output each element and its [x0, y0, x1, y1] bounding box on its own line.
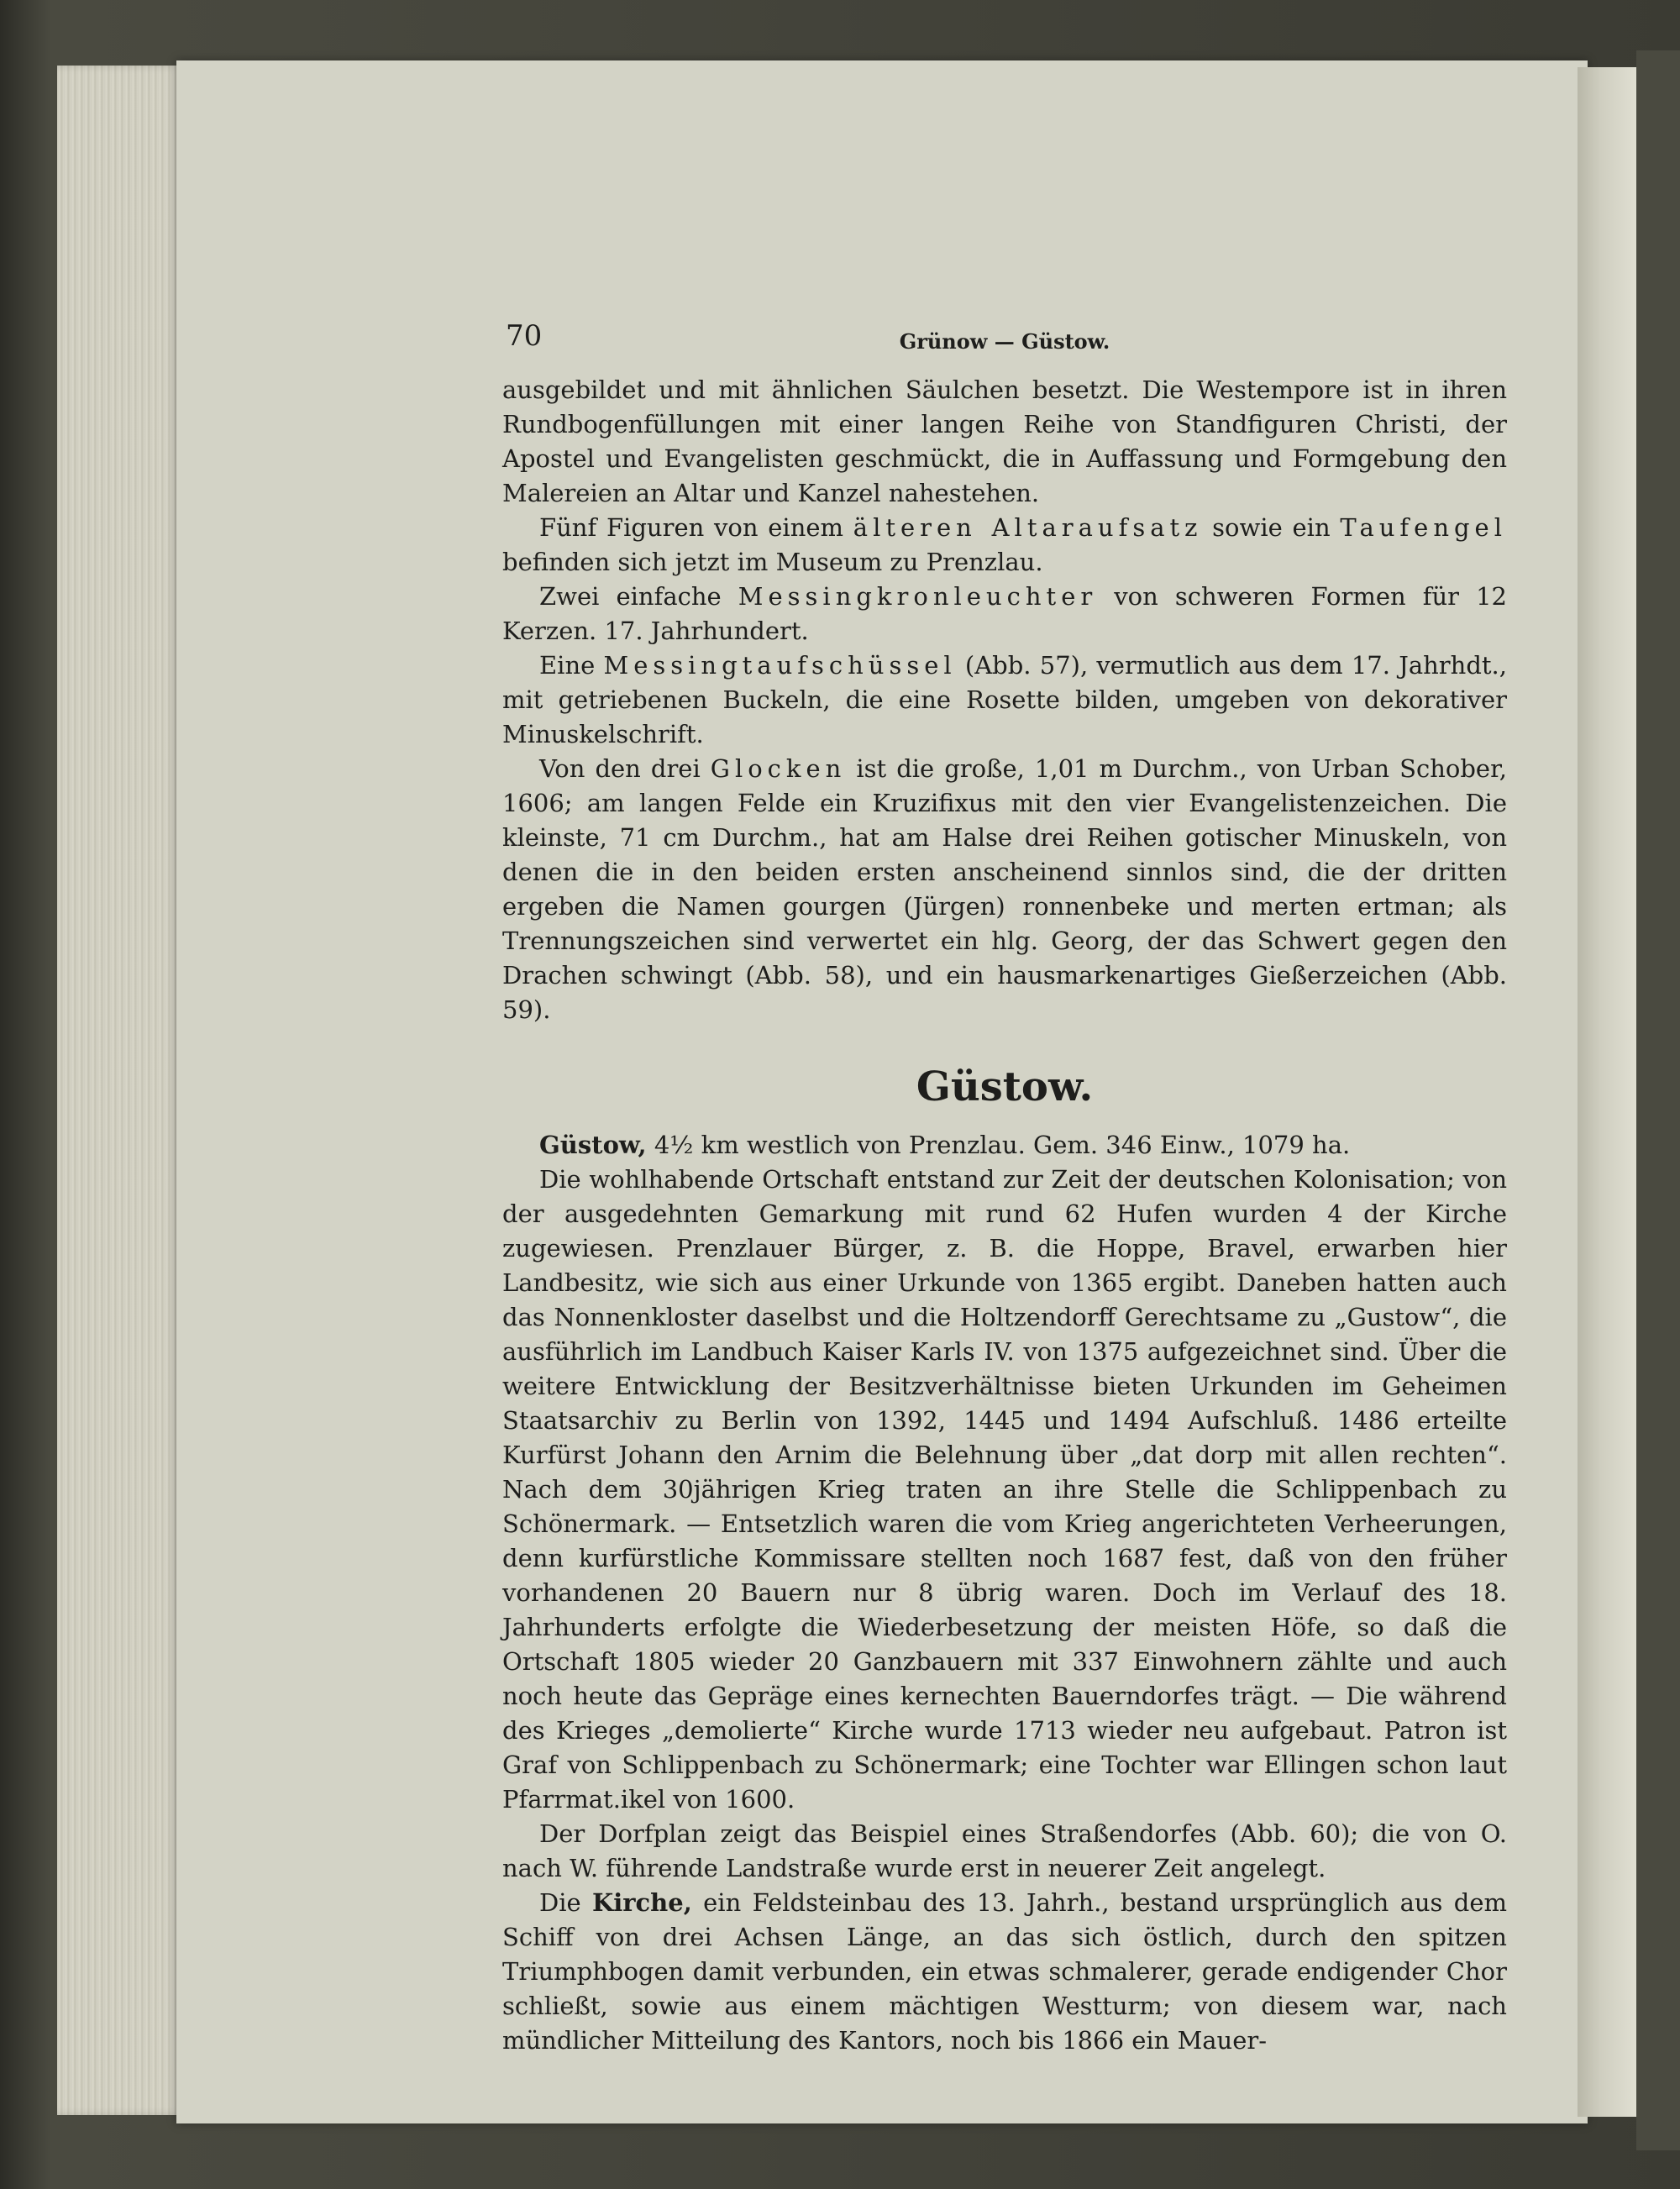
page-content: [502, 319, 1507, 2058]
page-edges: [57, 66, 183, 2115]
paragraph-figures: [502, 511, 1507, 580]
paragraph-village-plan: Der Dorfplan zeigt das Beispiel eines Straßendorfes (Abb. 60); die von O. nach W. führende Landstraße wurde erst in neuerer Zeit angelegt.: [502, 1819, 1507, 1882]
page-number: 70: [506, 319, 543, 353]
text-run: Die: [539, 1888, 593, 1917]
paragraph-chandeliers: [502, 580, 1507, 648]
text-run: Von den drei: [539, 754, 711, 783]
bold-run: Güstow,: [539, 1131, 647, 1159]
emphasis-run: älteren Altaraufsatz: [853, 513, 1203, 542]
running-title: Grünow — Güstow.: [899, 329, 1110, 354]
paragraph-church: [502, 1886, 1507, 2058]
bold-run: Kirche,: [592, 1888, 692, 1917]
text-run: Fünf Figuren von einem: [539, 513, 853, 542]
text-run: von schweren Formen für 12 Kerzen. 17. Jahrhundert.: [502, 582, 1507, 645]
text-run: sowie ein: [1202, 513, 1341, 542]
paragraph-history: Die wohlhabende Ortschaft entstand zur Zeit der deutschen Kolonisation; von der ausgedehnten Gemarkung mit rund 62 Hufen wurden 4 der Kirche zugewiesen. Prenzlauer Bürger, z. B. die Hoppe, Bravel, erwarben hier Landbesitz, wie sich aus einer Urkunde von 1365 ergibt. Daneben hatten auch das Nonnenkloster daselbst und die Holtzendorff Gerechtsame zu „Gustow“, die ausführlich im Landbuch Kaiser Karls IV. von 1375 aufgezeichnet sind. Über die weitere Entwicklung der Besitzverhältnisse bieten Urkunden im Geheimen Staatsarchiv zu Berlin von 1392, 1445 und 1494 Aufschluß. 1486 erteilte Kurfürst Johann den Arnim die Belehnung über „dat dorp mit allen rechten“. Nach dem 30jährigen Krieg traten an ihre Stelle die Schlippenbach zu Schönermark. — Entsetzlich waren die vom Krieg angerichteten Verheerungen, denn kurfürstliche Kommissare stellten noch 1687 fest, daß von den früher vorhandenen 20 Bauern nur 8 übrig waren. Doch im Verlauf des 18. Jahrhunderts erfolgte die Wiederbesetzung der meisten Höfe, so daß die Ortschaft 1805 wieder 20 Ganzbauern mit 337 Einwohnern zählte und auch noch heute das Gepräge eines kernechten Bauerndorfes trägt. — Die während des Krieges „demolierte“ Kirche wurde 1713 wieder neu aufgebaut. Patron ist Graf von Schlippenbach zu Schönermark; eine Tochter war Ellingen schon laut Pfarrmat.ikel von 1600.: [502, 1165, 1507, 1814]
running-head: [502, 319, 1507, 361]
text-run: ist die große, 1,01 m Durchm., von Urban Schober, 1606; am langen Felde ein Kruzifixus mit den vier Evangelistenzeichen. Die kleinste, 71 cm Durchm., hat am Halse drei Reihen gotischer Minuskeln, von denen die in den beiden ersten anscheinend sinnlos sind, die der dritten ergeben die Namen gourgen (Jürgen) ronnenbeke und merten ertman; als Trennungszeichen sind verwertet ein hlg. Georg, der das Schwert gegen den Drachen schwingt (Abb. 58), und ein hausmarkenartiges Gießerzeichen (Abb. 59).: [502, 754, 1507, 1024]
paragraph-bells: [502, 752, 1507, 1027]
emphasis-run: Messingkronleuchter: [738, 582, 1098, 611]
text-run: ein Feldsteinbau des 13. Jahrh., bestand ursprünglich aus dem Schiff von drei Achsen Länge, an das sich östlich, durch den spitzen Triumphbogen damit verbunden, ein etwas schmalerer, gerade endigender Chor schließt, sowie aus einem mächtigen Westturm; von diesem war, nach mündlicher Mitteilung des Kantors, noch bis 1866 ein Mauer-: [502, 1888, 1507, 2055]
text-run: befinden sich jetzt im Museum zu Prenzlau.: [502, 548, 1043, 576]
text-run: Zwei einfache: [539, 582, 738, 611]
emphasis-run: Taufengel: [1340, 513, 1507, 542]
text-run: (Abb. 57), vermutlich aus dem 17. Jahrhdt., mit getriebenen Buckeln, die eine Rosette bilden, umgeben von dekorativer Minuskelschrift.: [502, 651, 1507, 748]
emphasis-run: Messingtaufschüssel: [603, 651, 957, 680]
section-heading: Güstow.: [916, 1063, 1094, 1110]
text-run: Eine: [539, 651, 604, 680]
paragraph-baptismal-bowl: [502, 648, 1507, 752]
emphasis-run: Glocken: [710, 754, 847, 783]
text-run: 4½ km westlich von Prenzlau. Gem. 346 Einw., 1079 ha.: [646, 1131, 1351, 1159]
paragraph-continuation: ausgebildet und mit ähnlichen Säulchen besetzt. Die Westempore ist in ihren Rundbogenfüllungen mit einer langen Reihe von Standfiguren Christi, der Apostel und Evangelisten geschmückt, die in Auffassung und Formgebung den Malereien an Altar und Kanzel nahestehen.: [502, 375, 1507, 507]
page-fold: [1578, 67, 1636, 2117]
paragraph-location: [502, 1128, 1507, 1163]
right-leaf: [1636, 50, 1680, 2150]
